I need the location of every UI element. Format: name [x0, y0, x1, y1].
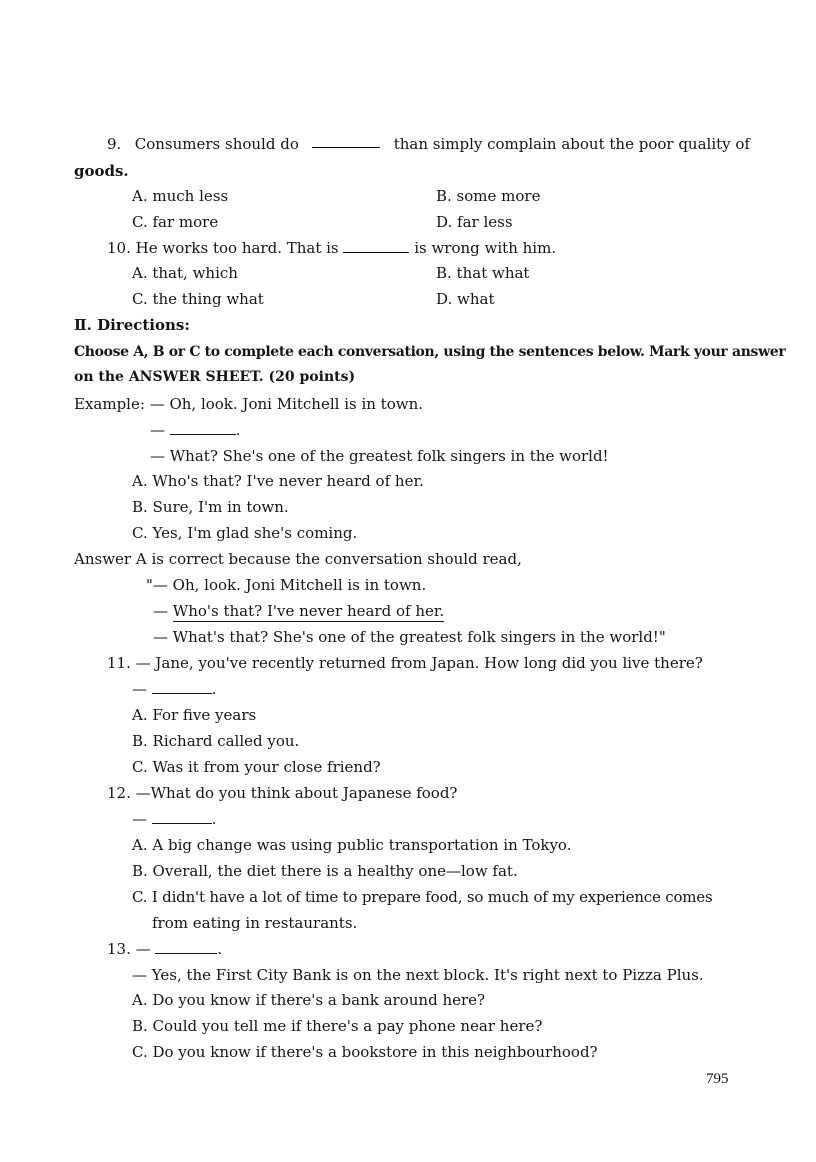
question-9-stem [107, 134, 750, 154]
example-label: Example: [74, 395, 145, 413]
question-10-stem [107, 238, 556, 258]
option-c: C. the thing what [132, 290, 264, 308]
option-b: B. Sure, I'm in town. [132, 498, 289, 516]
question-13-stem: 13. — . [107, 940, 223, 958]
option-c-continued: from eating in restaurants. [152, 914, 358, 932]
option-b: B. Could you tell me if there's a pay phone near here? [132, 1017, 543, 1035]
option-b: B. Richard called you. [132, 732, 300, 750]
dash: — [132, 810, 147, 828]
answer-blank [170, 421, 236, 435]
option-c: C. I didn't have a lot of time to prepare food, so much of my experience comes [132, 888, 713, 906]
option-a: A. that, which [132, 264, 238, 282]
answer-blank [152, 680, 212, 694]
correct-reading-3: — What's that? She's one of the greatest folk singers in the world!" [153, 628, 666, 646]
example-text: — Oh, look. Joni Mitchell is in town. [149, 395, 424, 413]
question-text: — Jane, you've recently returned from Japan. How long did you live there? [135, 654, 703, 672]
question-number: 13. [107, 940, 131, 958]
option-a: A. much less [132, 187, 229, 205]
dash: — [150, 421, 165, 439]
question-number: 9. [107, 135, 122, 153]
question-12-stem [107, 783, 457, 803]
example-line-1 [74, 394, 423, 414]
section-instructions: on the ANSWER SHEET. (20 points) [74, 369, 356, 385]
dash: — [153, 602, 168, 620]
option-d: D. what [436, 290, 495, 308]
answer-blank [155, 940, 217, 954]
page-number: 795 [706, 1071, 729, 1087]
question-text: Consumers should do [134, 135, 299, 153]
option-b: B. that what [436, 264, 530, 282]
reply-line: — Yes, the First City Bank is on the next block. It's right next to Pizza Plus. [132, 966, 704, 984]
option-c: C. far more [132, 213, 219, 231]
question-number: 12. [107, 784, 131, 802]
option-a: A. For five years [132, 706, 257, 724]
example-blank-line: — . [150, 421, 241, 439]
question-number: 10. [107, 239, 131, 257]
underlined-answer: Who's that? I've never heard of her. [172, 602, 445, 620]
example-line-3: — What? She's one of the greatest folk singers in the world! [150, 447, 609, 465]
question-text: than simply complain about the poor quality of [393, 135, 750, 153]
correct-reading-2 [153, 601, 444, 621]
section-title: Ⅱ. Directions: [74, 316, 190, 334]
option-d: D. far less [436, 213, 513, 231]
answer-blank [152, 810, 212, 824]
answer-blank [312, 134, 380, 148]
section-instructions: Choose A, B or C to complete each conversation, using the sentences below. Mark your answer [74, 344, 786, 360]
option-b: B. Overall, the diet there is a healthy one—low fat. [132, 862, 518, 880]
dash: — [132, 680, 147, 698]
answer-blank [343, 239, 409, 253]
option-a: A. Do you know if there's a bank around here? [132, 991, 486, 1009]
question-text: —What do you think about Japanese food? [135, 784, 458, 802]
answer-explanation: Answer A is correct because the conversation should read, [74, 550, 522, 568]
option-c: C. Do you know if there's a bookstore in this neighbourhood? [132, 1043, 598, 1061]
option-a: A. Who's that? I've never heard of her. [132, 472, 424, 490]
option-c: C. Yes, I'm glad she's coming. [132, 524, 358, 542]
question-text: is wrong with him. [414, 239, 557, 257]
question-11-stem [107, 653, 703, 673]
option-a: A. A big change was using public transportation in Tokyo. [132, 836, 572, 854]
answer-blank-line: — . [132, 680, 217, 698]
question-text: He works too hard. That is [135, 239, 339, 257]
option-b: B. some more [436, 187, 541, 205]
question-number: 11. [107, 654, 131, 672]
question-9-stem-continued: goods. [74, 162, 129, 180]
answer-blank-line: — . [132, 810, 217, 828]
correct-reading-1: "— Oh, look. Joni Mitchell is in town. [146, 576, 427, 594]
dash: — [135, 940, 151, 958]
option-c: C. Was it from your close friend? [132, 758, 381, 776]
